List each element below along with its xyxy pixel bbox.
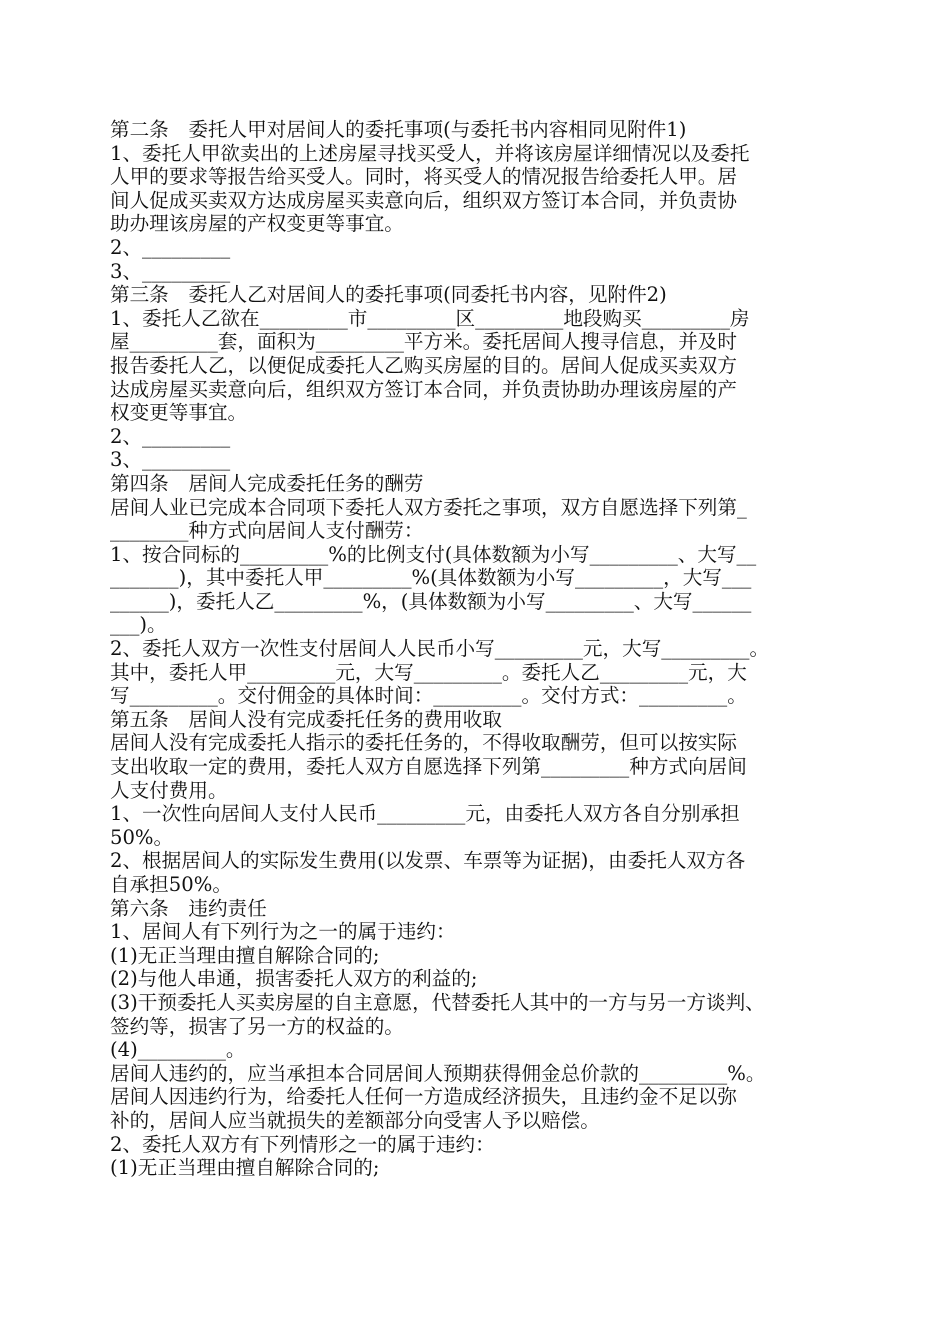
text-line: 3、_________ — [110, 259, 231, 283]
text-line: (4)_________。 — [110, 1038, 246, 1062]
text-line: 2、_________ — [110, 235, 231, 259]
article-6-heading: 第六条 违约责任 — [110, 896, 267, 920]
text-line: 权变更等事宜。 — [110, 401, 248, 425]
article-5-heading: 第五条 居间人没有完成委托任务的费用收取 — [110, 707, 502, 731]
text-line: (2)与他人串通，损害委托人双方的利益的; — [110, 967, 478, 991]
text-line: 自承担50%。 — [110, 873, 232, 896]
text-line: ________种方式向居间人支付酬劳： — [110, 519, 424, 543]
text-line: 助办理该房屋的产权变更等事宜。 — [110, 212, 404, 236]
text-line: (1)无正当理由擅自解除合同的; — [110, 943, 380, 967]
text-line: 屋_________套，面积为_________平方米。委托居间人搜寻信息，并及时 — [110, 330, 737, 354]
article-3-heading: 第三条 委托人乙对居间人的委托事项(同委托书内容，见附件2) — [110, 283, 667, 307]
text-line: 1、一次性向居间人支付人民币_________元，由委托人双方各自分别承担 — [110, 802, 740, 826]
text-line: 居间人因违约行为，给委托人任何一方造成经济损失，且违约金不足以弥 — [110, 1085, 737, 1109]
text-line: (3)干预委托人买卖房屋的自主意愿，代替委托人其中的一方与另一方谈判、 — [110, 990, 765, 1014]
text-line: 间人促成买卖双方达成房屋买卖意向后，组织双方签订本合同，并负责协 — [110, 188, 737, 212]
article-2-heading: 第二条 委托人甲对居间人的委托事项(与委托书内容相同见附件1) — [110, 118, 687, 141]
text-line: 签约等，损害了另一方的权益的。 — [110, 1014, 404, 1038]
text-line: 2、根据居间人的实际发生费用(以发票、车票等为证据)，由委托人双方各 — [110, 849, 746, 873]
text-line: 居间人违约的，应当承担本合同居间人预期获得佣金总价款的_________%。 — [110, 1061, 766, 1085]
text-line: 达成房屋买卖意向后，组织双方签订本合同，并负责协助办理该房屋的产 — [110, 377, 737, 401]
text-line: 3、_________ — [110, 448, 231, 472]
text-line: 报告委托人乙，以便促成委托人乙购买房屋的目的。居间人促成买卖双方 — [110, 353, 737, 377]
text-line: 居间人业已完成本合同项下委托人双方委托之事项，双方自愿选择下列第_ — [110, 495, 747, 519]
text-line: 2、委托人双方有下列情形之一的属于违约： — [110, 1132, 495, 1156]
text-line: ___)。 — [110, 613, 167, 637]
text-line: 2、委托人双方一次性支付居间人人民币小写_________元，大写_________。 — [110, 637, 770, 661]
document-page — [110, 118, 845, 1180]
text-line: 1、居间人有下列行为之一的属于违约： — [110, 920, 456, 944]
text-line: 1、委托人乙欲在_________市_________区_________地段购买_________房 — [110, 306, 750, 330]
text-line: 2、_________ — [110, 424, 231, 448]
text-line: 支出收取一定的费用，委托人双方自愿选择下列第_________种方式向居间 — [110, 755, 747, 779]
text-line: 1、按合同标的_________%的比例支付(具体数额为小写_________、大写__ — [110, 542, 757, 566]
text-line: (1)无正当理由擅自解除合同的; — [110, 1156, 380, 1180]
text-line: 1、委托人甲欲卖出的上述房屋寻找买受人，并将该房屋详细情况以及委托 — [110, 141, 750, 165]
text-line: 补的，居间人应当就损失的差额部分向受害人予以赔偿。 — [110, 1108, 600, 1132]
text-line: 人甲的要求等报告给买受人。同时，将买受人的情况报告给委托人甲。居 — [110, 165, 737, 189]
text-line: _______)，其中委托人甲_________%(具体数额为小写_________，大写___ — [110, 566, 752, 590]
text-line: 其中，委托人甲_________元，大写_________。委托人乙_________元，大 — [110, 660, 747, 684]
text-line: 50%。 — [110, 825, 174, 849]
text-line: 人支付费用。 — [110, 778, 228, 802]
text-line: 居间人没有完成委托人指示的委托任务的，不得收取酬劳，但可以按实际 — [110, 731, 737, 755]
article-4-heading: 第四条 居间人完成委托任务的酬劳 — [110, 471, 424, 495]
text-line: ______)，委托人乙_________%，(具体数额为小写_________、大写______ — [110, 589, 752, 613]
text-line: 写_________。交付佣金的具体时间：_________。交付方式：_________。 — [110, 684, 747, 708]
